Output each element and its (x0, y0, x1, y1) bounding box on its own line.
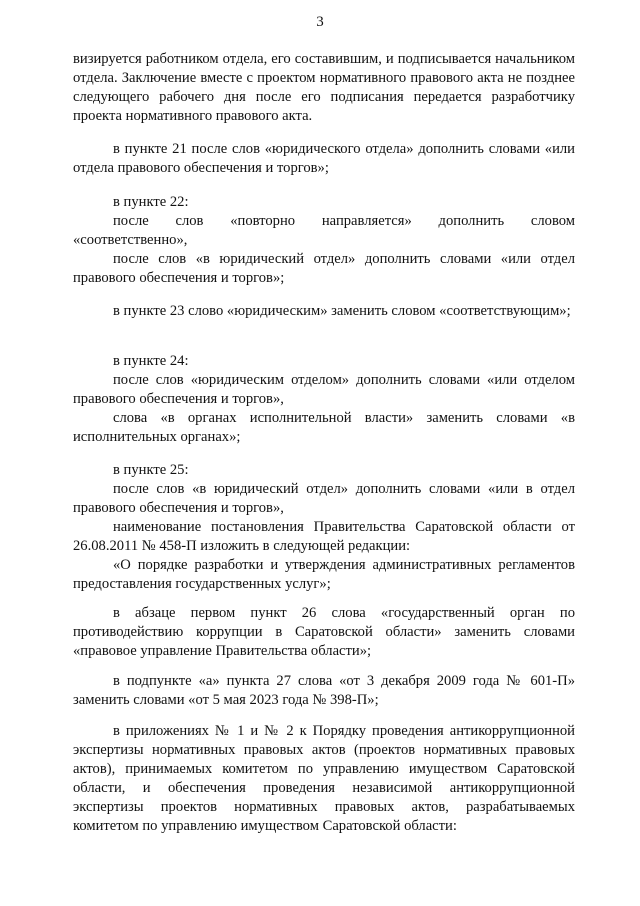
paragraph-point-25-item-2: наименование постановления Правительства Саратовской области от 26.08.2011 № 458-П изложить в следующей редакции: (73, 519, 575, 554)
page-number: 3 (316, 14, 324, 30)
paragraph-appendices: в приложениях № 1 и № 2 к Порядку проведения антикоррупционной экспертизы нормативных правовых актов (проектов нормативных правовых актов), принимаемых комитетом по управлению имуществом Саратовской области, и обеспечения проведения независимой антикоррупционной экспертизы проектов нормативных правовых актов, разрабатываемых комитетом по управлению имуществом Саратовской области: (73, 723, 575, 834)
paragraph-point-21: в пункте 21 после слов «юридического отдела» дополнить словами «или отдела правового обеспечения и торгов»; (73, 141, 575, 176)
paragraph-point-27: в подпункте «а» пункта 27 слова «от 3 декабря 2009 года № 601-П» заменить словами «от 5 мая 2023 года № 398-П»; (73, 673, 575, 708)
paragraph-point-24-heading: в пункте 24: (113, 353, 189, 369)
paragraph-point-23: в пункте 23 слово «юридическим» заменить словом «соответствующим»; (113, 303, 571, 319)
paragraph-point-25-item-3: «О порядке разработки и утверждения административных регламентов предоставления государственных услуг»; (73, 557, 575, 592)
paragraph-point-26: в абзаце первом пункт 26 слова «государственный орган по противодействию коррупции в Саратовской области» заменить словами «правовое управление Правительства области»; (73, 605, 575, 659)
paragraph-point-25-item-1: после слов «в юридический отдел» дополнить словами «или в отдел правового обеспечения и торгов», (73, 481, 575, 516)
paragraph-point-24-item-2: слова «в органах исполнительной власти» заменить словами «в исполнительных органах»; (73, 410, 575, 445)
paragraph-point-22-item-1: после слов «повторно направляется» дополнить словом «соответственно», (73, 213, 575, 248)
paragraph-continuation: визируется работником отдела, его составившим, и подписывается начальником отдела. Заключение вместе с проектом нормативного правового акта не позднее следующего рабочего дня после его подписания передается разработчику проекта нормативного правового акта. (73, 51, 575, 124)
paragraph-point-25-heading: в пункте 25: (113, 462, 189, 478)
paragraph-point-22-heading: в пункте 22: (113, 194, 189, 210)
paragraph-point-24-item-1: после слов «юридическим отделом» дополнить словами «или отделом правового обеспечения и торгов», (73, 372, 575, 407)
paragraph-point-22-item-2: после слов «в юридический отдел» дополнить словами «или отдел правового обеспечения и торгов»; (73, 251, 575, 286)
